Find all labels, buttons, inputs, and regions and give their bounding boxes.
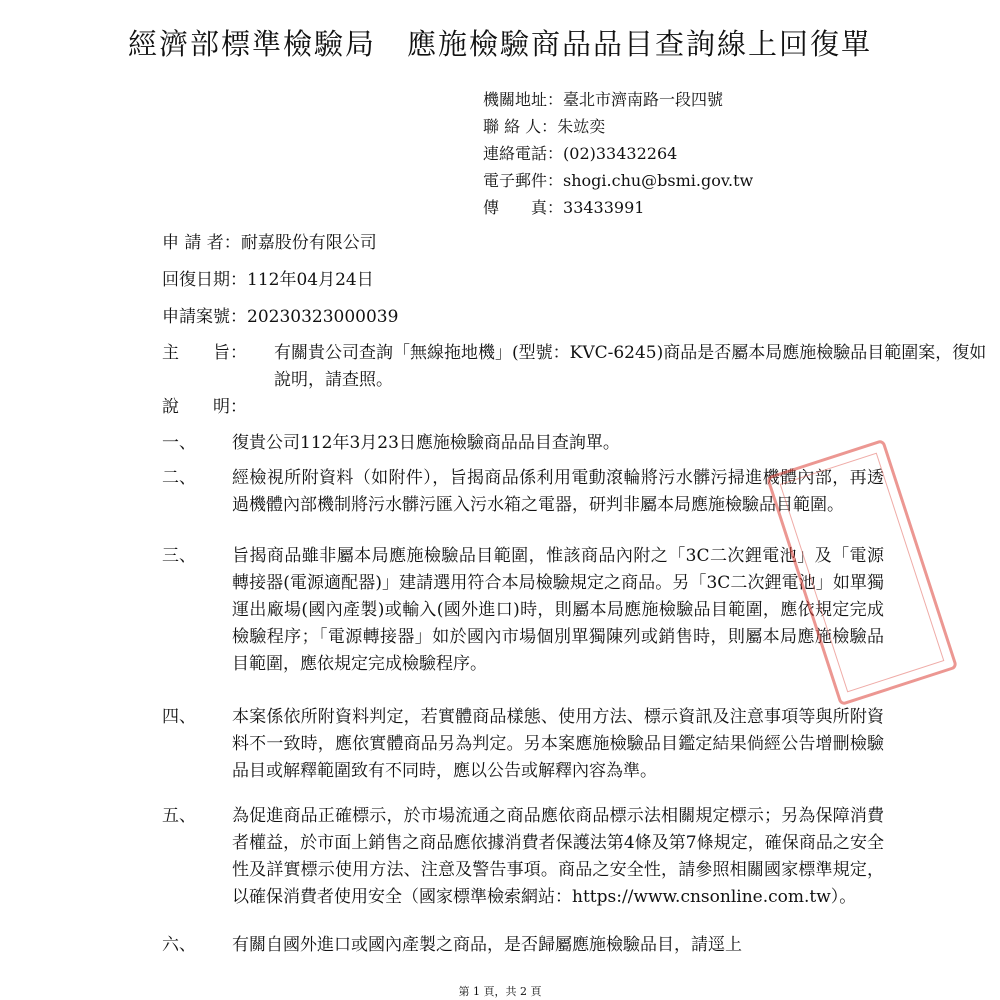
case-number-label: 申請案號： — [162, 307, 247, 327]
item-text: 本案係依所附資料判定，若實體商品樣態、使用方法、標示資訊及注意事項等與所附資料不一致時，應依實體商品另為判定。另本案應施檢驗品目鑑定結果倘經公告增刪檢驗品目或解釋範圍致有不同時，應以公告或解釋內容為準。 — [232, 707, 884, 781]
contact-phone-label: 連絡電話： — [483, 144, 564, 163]
item-text: 經檢視所附資料（如附件），旨揭商品係利用電動滾輪將污水髒污掃進機體內部，再透過機體內部機制將污水髒污匯入污水箱之電器，研判非屬本局應施檢驗品目範圍。 — [232, 468, 884, 515]
contact-phone — [483, 140, 753, 167]
contact-phone-value: (02)33432264 — [563, 144, 678, 163]
contact-fax — [483, 194, 753, 221]
case-number-row — [162, 302, 398, 327]
item-number: 四、 — [162, 707, 196, 727]
reply-date-row — [162, 265, 374, 290]
item-number: 五、 — [162, 806, 196, 826]
applicant-row — [162, 228, 377, 253]
item-number: 六、 — [162, 935, 196, 955]
contact-email-label: 電子郵件： — [483, 171, 564, 190]
explanation-label: 說 明： — [162, 397, 247, 417]
item-text: 復貴公司112年3月23日應施檢驗商品品目查詢單。 — [232, 433, 620, 453]
contact-fax-value: 33433991 — [563, 198, 645, 217]
contact-person-label: 聯 絡 人： — [483, 117, 558, 136]
contact-person — [483, 113, 753, 140]
contact-address-value: 臺北市濟南路一段四號 — [563, 90, 724, 109]
reply-date-value: 112年04月24日 — [247, 270, 374, 290]
subject-label: 主 旨： — [162, 343, 247, 363]
case-number-value: 20230323000039 — [247, 307, 399, 327]
item-text: 有關自國外進口或國內產製之商品，是否歸屬應施檢驗品目，請逕上 — [232, 935, 742, 955]
item-number: 一、 — [162, 433, 196, 453]
page-footer: 第 1 頁，共 2 頁 — [458, 985, 542, 998]
item-text: 旨揭商品雖非屬本局應施檢驗品目範圍，惟該商品內附之「3C二次鋰電池」及「電源轉接器(電源適配器)」建請選用符合本局檢驗規定之商品。另「3C二次鋰電池」如單獨運出廠場(國內產製)或輸入(國外進口)時，則屬本局應施檢驗品目範圍，應依規定完成檢驗程序；「電源轉接器」如於國內市場個別單獨陳列或銷售時，則屬本局應施檢驗品目範圍，應依規定完成檢驗程序。 — [232, 546, 884, 674]
subject-text: 有關貴公司查詢「無線拖地機」(型號：KVC-6245)商品是否屬本局應施檢驗品目範圍案，復如說明，請查照。 — [274, 343, 987, 390]
document-title: 經濟部標準檢驗局 應施檢驗商品品目查詢線上回復單 — [127, 27, 872, 61]
contact-email — [483, 167, 753, 194]
contact-fax-label: 傳 真： — [483, 198, 564, 217]
applicant-label: 申 請 者： — [162, 233, 241, 253]
contact-block — [483, 86, 753, 221]
contact-address — [483, 86, 753, 113]
contact-person-value: 朱竑奕 — [557, 117, 606, 136]
applicant-value: 耐嘉股份有限公司 — [240, 233, 377, 253]
item-number: 二、 — [162, 468, 196, 488]
item-text: 為促進商品正確標示，於市場流通之商品應依商品標示法相關規定標示；另為保障消費者權益，於市面上銷售之商品應依據消費者保護法第4條及第7條規定，確保商品之安全性及詳實標示使用方法、注意及警告事項。商品之安全性，請參照相關國家標準規定，以確保消費者使用安全（國家標準檢索網站：https://www.cnsonline.com.tw）。 — [232, 806, 884, 907]
contact-email-value: shogi.chu@bsmi.gov.tw — [563, 171, 754, 190]
item-number: 三、 — [162, 546, 196, 566]
reply-date-label: 回復日期： — [162, 270, 247, 290]
contact-address-label: 機關地址： — [483, 90, 564, 109]
